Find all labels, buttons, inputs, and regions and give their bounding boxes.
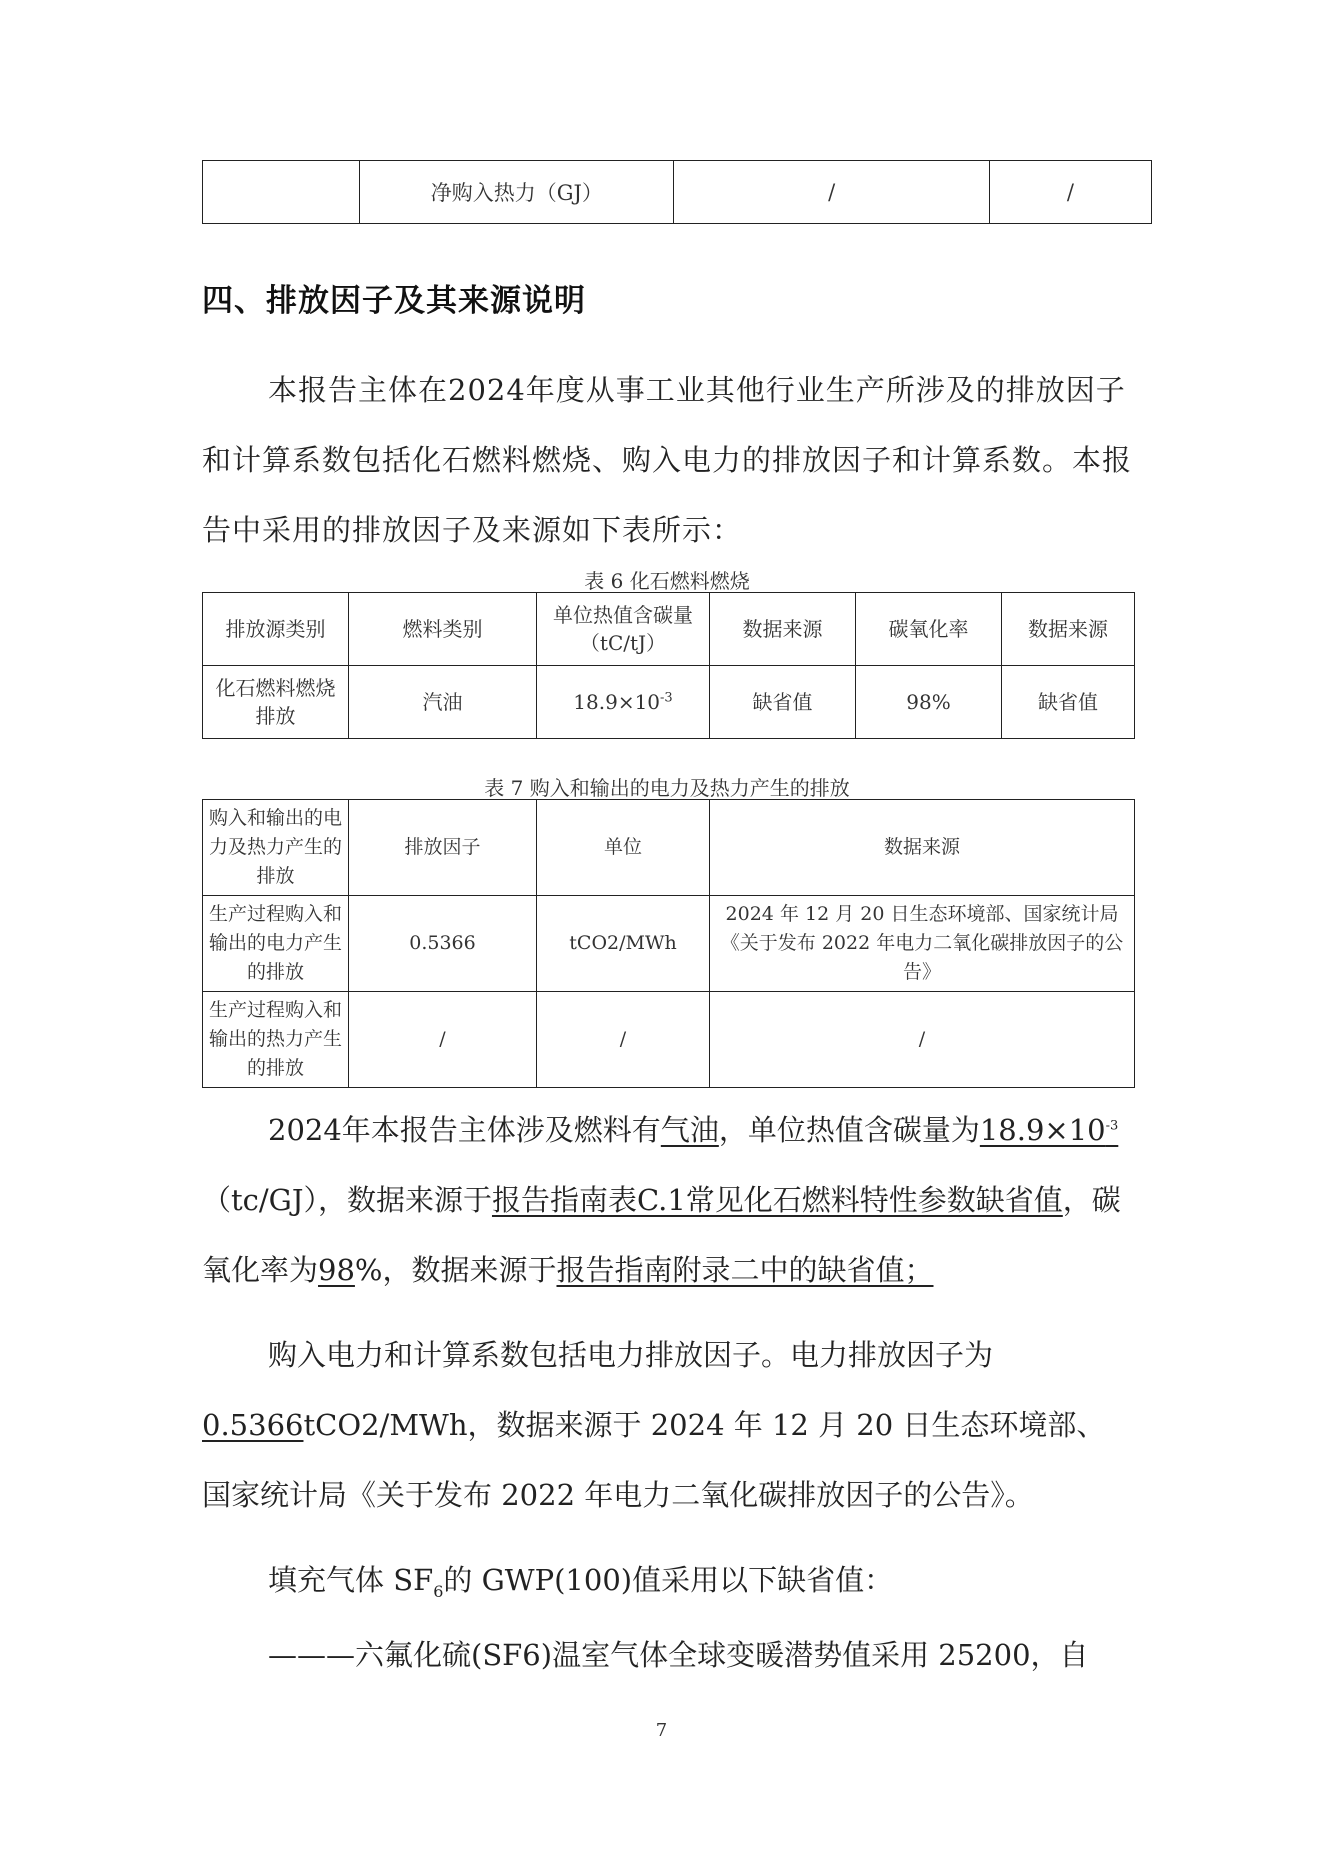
table-cell: / xyxy=(349,992,537,1088)
exponent: -3 xyxy=(1105,1118,1119,1134)
table-cell: tCO2/MWh xyxy=(537,896,710,992)
page-number: 7 xyxy=(655,1720,668,1741)
table-cell: 生产过程购入和输出的电力产生的排放 xyxy=(203,896,349,992)
table7 xyxy=(202,799,1135,1088)
column-header: 碳氧化率 xyxy=(856,593,1002,666)
intro-paragraph: 本报告主体在2024年度从事工业其他行业生产所涉及的排放因子和计算系数包括化石燃料燃烧、购入电力的排放因子和计算系数。本报告中采用的排放因子及来源如下表所示： xyxy=(202,373,1133,547)
table7-caption: 表 7 购入和输出的电力及热力产生的排放 xyxy=(484,776,850,800)
table-cell: 汽油 xyxy=(349,666,537,739)
column-header: 排放源类别 xyxy=(203,593,349,666)
text-span: （tc/GJ），数据来源于 xyxy=(202,1183,492,1217)
table-cell xyxy=(537,666,710,739)
table-cell: 2024 年 12 月 20 日生态环境部、国家统计局《关于发布 2022 年电力二氧化碳排放因子的公告》 xyxy=(710,896,1135,992)
subscript: 6 xyxy=(433,1581,444,1601)
table-cell: / xyxy=(710,992,1135,1088)
text-span: ，单位热值含碳量为 xyxy=(718,1113,980,1147)
text-span: ，碳氧化率为 xyxy=(202,1183,1121,1287)
table-cell: 缺省值 xyxy=(710,666,856,739)
table-row xyxy=(203,992,1135,1088)
table6 xyxy=(202,592,1135,739)
text-span: 填充气体 SF xyxy=(268,1563,434,1597)
table-cell: 0.5366 xyxy=(349,896,537,992)
underlined-source: 报告指南表C.1常见化石燃料特性参数缺省值 xyxy=(491,1183,1063,1217)
table-cell: 化石燃料燃烧排放 xyxy=(203,666,349,739)
sf6-paragraph xyxy=(202,1545,1132,1615)
text-span: %，数据来源于 xyxy=(354,1253,557,1287)
text-span: tCO2/MWh，数据来源于 2024 年 12 月 20 日生态环境部、国家统计局《关于发布 2022 年电力二氧化碳排放因子的公告》。 xyxy=(202,1408,1106,1512)
table-cell: 98% xyxy=(856,666,1002,739)
column-header: 燃料类别 xyxy=(349,593,537,666)
table-header-row xyxy=(203,593,1135,666)
column-header: 数据来源 xyxy=(1002,593,1135,666)
column-header: 购入和输出的电力及热力产生的排放 xyxy=(203,800,349,896)
carbon-content-exponent: -3 xyxy=(660,690,673,706)
underlined-source: 报告指南附录二中的缺省值； xyxy=(556,1253,934,1287)
top-table xyxy=(202,160,1152,224)
column-header: 单位 xyxy=(537,800,710,896)
table-row xyxy=(203,161,1152,224)
section-heading: 四、排放因子及其来源说明 xyxy=(202,283,586,319)
table-cell xyxy=(203,161,360,224)
text-span: 18.9×10 xyxy=(979,1113,1106,1147)
table6-caption: 表 6 化石燃料燃烧 xyxy=(584,569,750,593)
text-span: 购入电力和计算系数包括电力排放因子。电力排放因子为 xyxy=(268,1338,994,1372)
underlined-oxidation: 98 xyxy=(318,1253,355,1287)
underlined-emission-factor: 0.5366 xyxy=(202,1408,304,1442)
table-cell: / xyxy=(989,161,1151,224)
table-header-row xyxy=(203,800,1135,896)
electricity-paragraph xyxy=(202,1320,1132,1530)
table-cell: / xyxy=(537,992,710,1088)
table-cell: 生产过程购入和输出的热力产生的排放 xyxy=(203,992,349,1088)
underlined-fuel: 气油 xyxy=(660,1113,719,1147)
column-header: 数据来源 xyxy=(710,800,1135,896)
table-cell: / xyxy=(674,161,989,224)
text-span: 2024年本报告主体涉及燃料有 xyxy=(268,1113,661,1147)
column-header: 数据来源 xyxy=(710,593,856,666)
carbon-content-value: 18.9×10 xyxy=(573,690,661,714)
column-header: 单位热值含碳量（tC/tJ） xyxy=(537,593,710,666)
column-header: 排放因子 xyxy=(349,800,537,896)
table-row xyxy=(203,896,1135,992)
text-span: 的 GWP(100)值采用以下缺省值： xyxy=(443,1563,894,1597)
fuel-paragraph xyxy=(202,1095,1132,1305)
table-cell: 净购入热力（GJ） xyxy=(360,161,674,224)
table-cell: 缺省值 xyxy=(1002,666,1135,739)
underlined-carbon-value xyxy=(980,1113,1118,1147)
sf6-gwp-paragraph: ———六氟化硫(SF6)温室气体全球变暖潜势值采用 25200，自 xyxy=(268,1638,1089,1672)
table-row xyxy=(203,666,1135,739)
